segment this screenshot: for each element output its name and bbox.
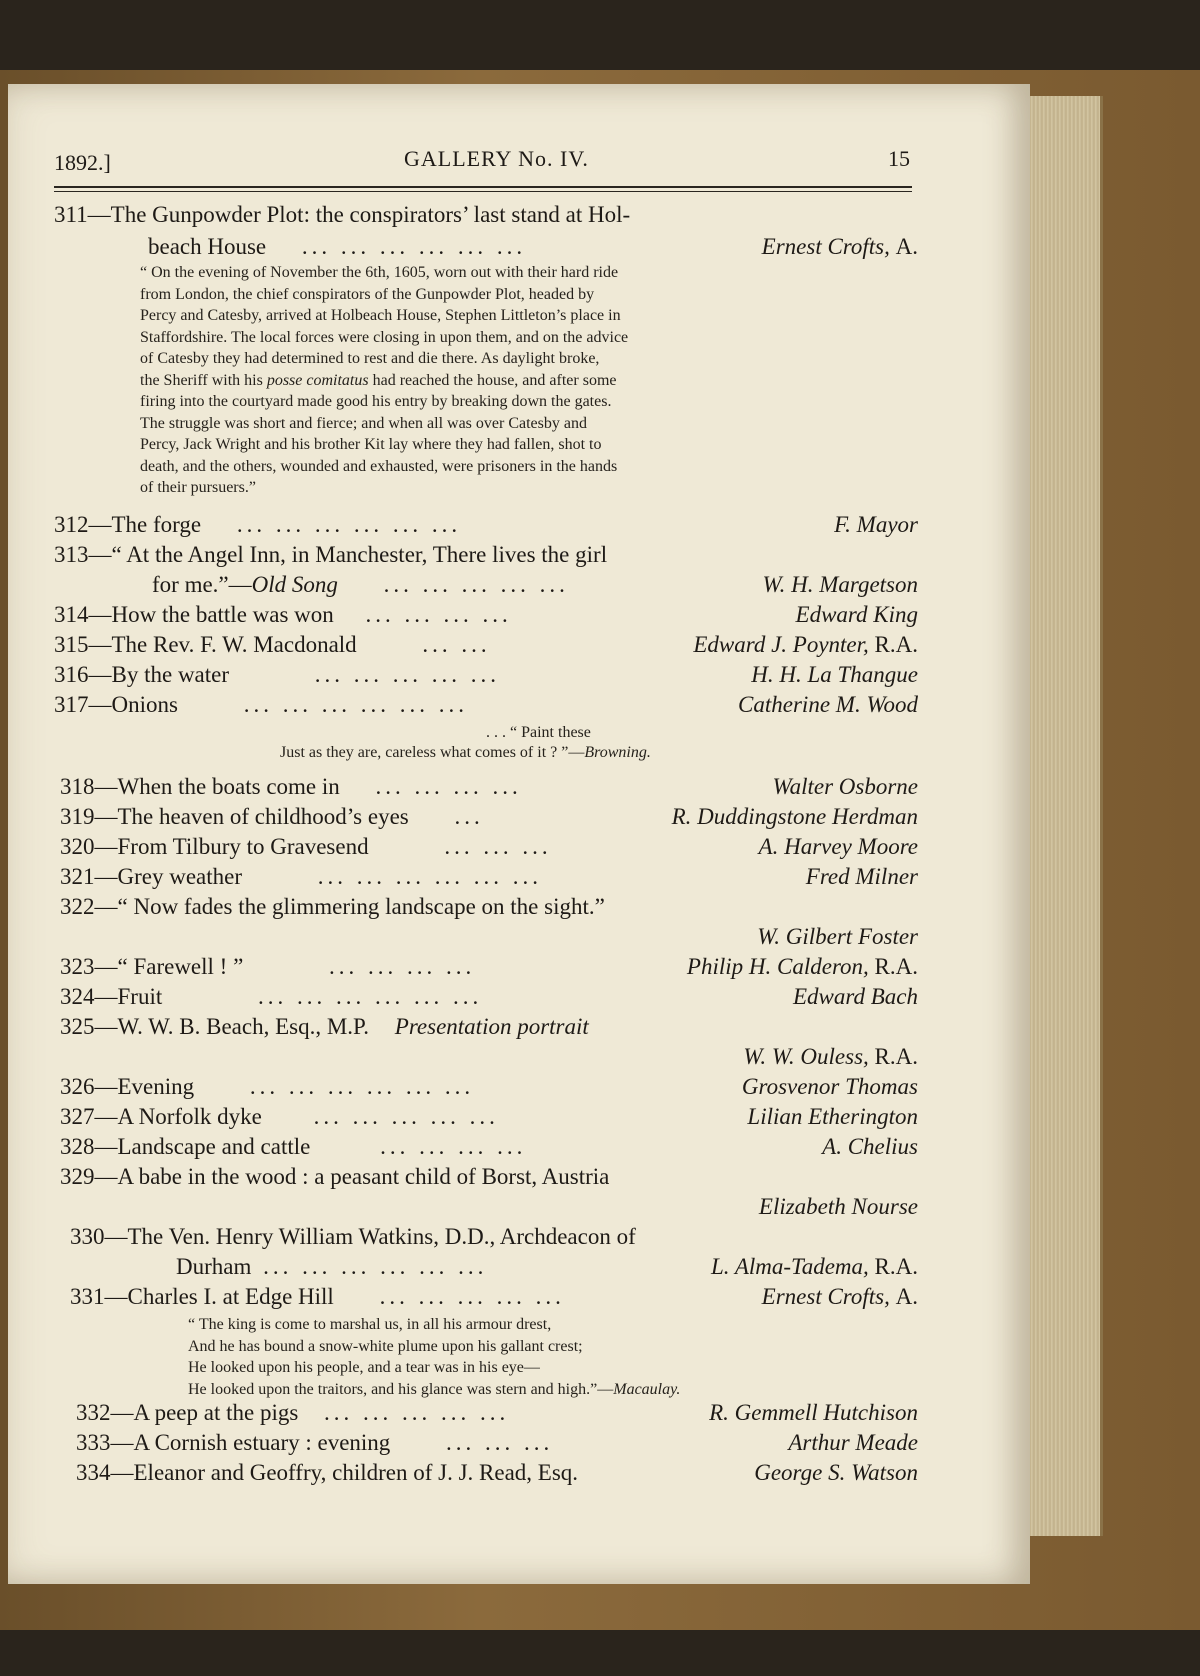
- catalogue-entry: 313—“ At the Angel Inn, in Manchester, There lives the girl: [54, 542, 608, 567]
- entry-artist: George S. Watson: [754, 1460, 918, 1485]
- entry-artist: Walter Osborne: [772, 774, 918, 799]
- entry-artist: A. Chelius: [822, 1134, 918, 1159]
- entry-artist: Grosvenor Thomas: [741, 1074, 918, 1099]
- catalogue-entry: 315—The Rev. F. W. Macdonald ... ... Edward J. Poynter, R.A.: [54, 632, 918, 657]
- page-edges: [1020, 96, 1103, 1536]
- catalogue-entry-cont: for me.”—Old Song ... ... ... ... ... W. H. Margetson: [152, 572, 918, 597]
- header-year: 1892.]: [54, 150, 111, 175]
- catalogue-entry: 333—A Cornish estuary : evening ... ... ... Arthur Meade: [76, 1430, 918, 1455]
- catalogue-entry: 334—Eleanor and Geoffry, children of J. J. Read, Esq. George S. Watson: [76, 1460, 918, 1485]
- header-rule-thin: [54, 191, 912, 192]
- catalogue-entry: 326—Evening ... ... ... ... ... ... Grosvenor Thomas: [60, 1074, 918, 1099]
- catalogue-entry: 329—A babe in the wood : a peasant child of Borst, Austria: [60, 1164, 610, 1189]
- entry-artist: Ernest Crofts,: [761, 1284, 890, 1309]
- entry-artist: Edward Bach: [793, 984, 918, 1009]
- catalogue-entry: 312—The forge ... ... ... ... ... ... F. Mayor: [54, 512, 918, 537]
- quote-311: “ On the evening of November the 6th, 1605, worn out with their hard ride from London, the chief conspirators of the Gunpowder Plot, headed by Percy and Catesby, arrived at Holbeach House, Stephen Littleton’s place in Staffordshire. The local forces were closing in upon them, and on the advice of Catesby they had determined to rest and die there. As daylight broke, the Sheriff with his posse comitatus had reached the house, and after some firing into the courtyard made good his entry by breaking down the gates. The struggle was short and fierce; and when all was over Catesby and Percy, Jack Wright and his brother Kit lay where they had fallen, shot to death, and the others, wounded and exhausted, were prisoners in the hands of their pursuers.”: [140, 264, 629, 496]
- catalogue-entry: 311—The Gunpowder Plot: the conspirators’ last stand at Hol-: [54, 202, 631, 227]
- entry-artist: L. Alma-Tadema,: [710, 1254, 869, 1279]
- catalogue-entry: 330—The Ven. Henry William Watkins, D.D., Archdeacon of: [70, 1224, 636, 1249]
- entry-artist: R. Gemmell Hutchison: [709, 1400, 918, 1425]
- header-rule: [54, 186, 912, 188]
- catalogue-entry: 328—Landscape and cattle ... ... ... ... A. Chelius: [60, 1134, 918, 1159]
- catalogue-entry: 324—Fruit ... ... ... ... ... ... Edward Bach: [60, 984, 918, 1009]
- entry-artist: Elizabeth Nourse: [758, 1194, 918, 1219]
- catalogue-entry: 331—Charles I. at Edge Hill ... ... ... ... ... Ernest Crofts, A.: [70, 1284, 918, 1309]
- catalogue-entry: 325—W. W. B. Beach, Esq., M.P. Presentation portrait: [60, 1014, 589, 1039]
- header-gallery: GALLERY No. IV.: [404, 146, 589, 171]
- catalogue-entry: 327—A Norfolk dyke ... ... ... ... ... Lilian Etherington: [60, 1104, 918, 1129]
- quote-317-line2: Just as they are, careless what comes of it ? ”—Browning.: [280, 744, 651, 761]
- catalogue-entry: 318—When the boats come in ... ... ... ... Walter Osborne: [60, 774, 918, 799]
- catalogue-entry: 322—“ Now fades the glimmering landscape on the sight.”: [60, 894, 605, 919]
- catalogue-entry: 332—A peep at the pigs ... ... ... ... ... R. Gemmell Hutchison: [76, 1400, 918, 1425]
- catalogue-entry-cont: Durham ... ... ... ... ... ... L. Alma-Tadema, R.A.: [176, 1254, 918, 1279]
- catalogue-entry: 323—“ Farewell ! ” ... ... ... ... Philip H. Calderon, R.A.: [60, 954, 918, 979]
- entry-artist: A. Harvey Moore: [758, 834, 918, 859]
- entry-artist: W. Gilbert Foster: [757, 924, 918, 949]
- entry-artist: H. H. La Thangue: [751, 662, 918, 687]
- entry-title: beach House: [148, 234, 267, 259]
- catalogue-entry: 316—By the water ... ... ... ... ... H. H. La Thangue: [54, 662, 918, 687]
- entry-artist: Edward King: [795, 602, 918, 627]
- entry-artist: Ernest Crofts,: [761, 234, 890, 259]
- entry-artist: W. W. Ouless,: [743, 1044, 869, 1069]
- catalogue-entry: 314—How the battle was won ... ... ... ... Edward King: [54, 602, 918, 627]
- entry-artist: Catherine M. Wood: [738, 692, 918, 717]
- catalogue-entry: 317—Onions ... ... ... ... ... ... Catherine M. Wood: [54, 692, 918, 717]
- catalogue-entry: 321—Grey weather ... ... ... ... ... ... Fred Milner: [60, 864, 918, 889]
- entry-artist: Arthur Meade: [788, 1430, 918, 1455]
- entry-artist: W. H. Margetson: [762, 572, 918, 597]
- entry-artist: F. Mayor: [834, 512, 918, 537]
- catalogue-entry: 319—The heaven of childhood’s eyes ... R. Duddingstone Herdman: [60, 804, 918, 829]
- entry-artist: Philip H. Calderon,: [686, 954, 869, 979]
- entry-artist: Lilian Etherington: [747, 1104, 918, 1129]
- page-header: [54, 146, 914, 178]
- entry-artist-suffix: A.: [895, 234, 918, 259]
- quote-317-line1: . . . “ Paint these: [486, 724, 591, 741]
- catalogue-entry: 320—From Tilbury to Gravesend ... ... ... A. Harvey Moore: [60, 834, 918, 859]
- entry-artist: Fred Milner: [805, 864, 918, 889]
- entry-number: 311: [54, 202, 88, 227]
- page-number: 15: [888, 146, 910, 171]
- entry-artist: R. Duddingstone Herdman: [671, 804, 918, 829]
- quote-331: “ The king is come to marshal us, in all his armour drest, And he has bound a snow-white plume upon his gallant crest; He looked upon his people, and a tear was in his eye— He looked upon the traitors, and his glance was stern and high.”—Macaulay.: [188, 1316, 681, 1398]
- entry-title: The Gunpowder Plot: the conspirators’ last stand at Hol-: [110, 202, 631, 227]
- catalogue-entry-cont: beach House ... ... ... ... ... ... Ernest Crofts, A.: [148, 234, 918, 259]
- entry-artist: Edward J. Poynter,: [693, 632, 869, 657]
